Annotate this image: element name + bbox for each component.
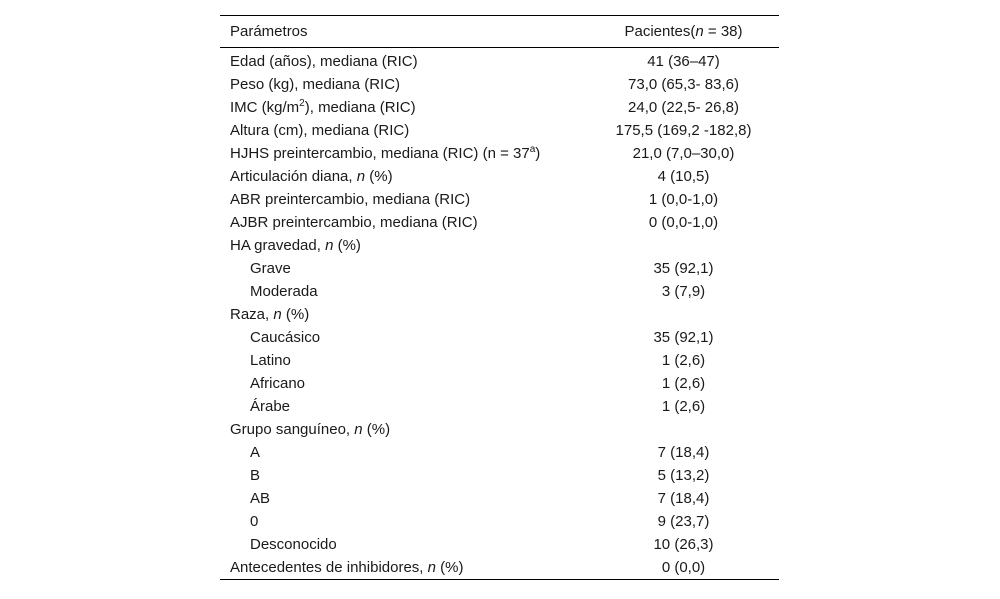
row-label-cero: 0 bbox=[250, 513, 259, 530]
table-row bbox=[220, 395, 779, 418]
header-pacientes-prefix: Pacientes( bbox=[624, 23, 696, 40]
row-label-b: B bbox=[250, 467, 261, 484]
row-label-arabe: Árabe bbox=[250, 398, 291, 415]
inhibidores-label-post: (%) bbox=[435, 559, 464, 576]
row-label-latino: Latino bbox=[250, 352, 291, 369]
row-label-caucasico: Caucásico bbox=[250, 329, 321, 346]
ha-label-n: n bbox=[325, 237, 334, 254]
row-value-grave: 35 (92,1) bbox=[653, 260, 714, 277]
raza-label-post: (%) bbox=[281, 306, 310, 323]
table-row bbox=[220, 234, 779, 257]
hjhs-label-sup: a bbox=[529, 144, 536, 155]
row-value-raza bbox=[560, 303, 779, 326]
header-pacientes-suffix: = 38) bbox=[703, 23, 743, 40]
table-row bbox=[220, 48, 779, 74]
header-pacientes bbox=[560, 16, 779, 48]
row-value-peso: 73,0 (65,3- 83,6) bbox=[628, 76, 739, 93]
row-value-altura: 175,5 (169,2 -182,8) bbox=[615, 122, 752, 139]
table-row bbox=[220, 418, 779, 441]
table-header bbox=[220, 16, 779, 48]
table-row bbox=[220, 372, 779, 395]
row-label-raza bbox=[220, 303, 560, 326]
row-label-desconocido: Desconocido bbox=[250, 536, 337, 553]
table-row bbox=[220, 533, 779, 556]
table-row bbox=[220, 257, 779, 280]
grupo-label-n: n bbox=[354, 421, 363, 438]
row-value-articulacion: 4 (10,5) bbox=[657, 168, 710, 185]
row-value-inhibidores: 0 (0,0) bbox=[661, 559, 706, 576]
table-row bbox=[220, 464, 779, 487]
header-pacientes-n: n bbox=[695, 23, 704, 40]
row-label-imc bbox=[220, 96, 560, 119]
table-row bbox=[220, 303, 779, 326]
imc-label-post: ), mediana (RIC) bbox=[304, 99, 416, 116]
table-row bbox=[220, 73, 779, 96]
row-value-caucasico: 35 (92,1) bbox=[653, 329, 714, 346]
table-row bbox=[220, 165, 779, 188]
row-value-abr: 1 (0,0-1,0) bbox=[648, 191, 719, 208]
table-row bbox=[220, 96, 779, 119]
table-row bbox=[220, 119, 779, 142]
inhibidores-label-pre: Antecedentes de inhibidores, bbox=[230, 559, 428, 576]
row-label-africano: Africano bbox=[250, 375, 306, 392]
row-label-moderada: Moderada bbox=[250, 283, 318, 300]
ha-label-pre: HA gravedad, bbox=[230, 237, 326, 254]
row-label-ajbr: AJBR preintercambio, mediana (RIC) bbox=[230, 214, 478, 231]
articulacion-label-post: (%) bbox=[365, 168, 393, 185]
row-value-a: 7 (18,4) bbox=[657, 444, 710, 461]
table-row bbox=[220, 487, 779, 510]
row-value-hjhs: 21,0 (7,0–30,0) bbox=[632, 145, 735, 162]
row-value-latino: 1 (2,6) bbox=[661, 352, 706, 369]
ha-label-post: (%) bbox=[333, 237, 361, 254]
row-value-grupo bbox=[560, 418, 779, 441]
table-body bbox=[220, 48, 779, 580]
table-row bbox=[220, 280, 779, 303]
row-value-desconocido: 10 (26,3) bbox=[653, 536, 714, 553]
table-row bbox=[220, 441, 779, 464]
row-label-ab: AB bbox=[250, 490, 271, 507]
row-value-imc: 24,0 (22,5- 26,8) bbox=[628, 99, 739, 116]
row-label-edad: Edad (años), mediana (RIC) bbox=[230, 53, 418, 70]
imc-label-pre: IMC (kg/m bbox=[230, 99, 300, 116]
imc-label-sup: 2 bbox=[299, 98, 305, 109]
row-label-altura: Altura (cm), mediana (RIC) bbox=[230, 122, 410, 139]
row-value-ajbr: 0 (0,0-1,0) bbox=[648, 214, 719, 231]
row-label-articulacion bbox=[220, 165, 560, 188]
grupo-label-post: (%) bbox=[362, 421, 391, 438]
table-row bbox=[220, 556, 779, 580]
table-row bbox=[220, 188, 779, 211]
row-label-peso: Peso (kg), mediana (RIC) bbox=[230, 76, 401, 93]
row-value-b: 5 (13,2) bbox=[657, 467, 710, 484]
hjhs-label-pre: HJHS preintercambio, mediana (RIC) (n = 37 bbox=[230, 145, 530, 162]
row-label-grupo bbox=[220, 418, 560, 441]
table-row bbox=[220, 326, 779, 349]
table-row bbox=[220, 349, 779, 372]
articulacion-label-pre: Articulación diana, bbox=[230, 168, 357, 185]
hjhs-label-post: ) bbox=[535, 145, 541, 162]
table-row bbox=[220, 142, 779, 165]
row-label-hjhs bbox=[220, 142, 560, 165]
row-label-ha bbox=[220, 234, 560, 257]
patient-characteristics-table bbox=[220, 15, 779, 580]
row-value-africano: 1 (2,6) bbox=[661, 375, 706, 392]
raza-label-n: n bbox=[273, 306, 282, 323]
header-row bbox=[220, 16, 779, 48]
row-value-arabe: 1 (2,6) bbox=[661, 398, 706, 415]
inhibidores-label-n: n bbox=[427, 559, 436, 576]
row-label-a: A bbox=[250, 444, 261, 461]
row-value-moderada: 3 (7,9) bbox=[661, 283, 706, 300]
articulacion-label-n: n bbox=[356, 168, 366, 185]
row-label-grave: Grave bbox=[250, 260, 291, 277]
table-row bbox=[220, 211, 779, 234]
row-value-edad: 41 (36–47) bbox=[647, 53, 720, 70]
row-value-ab: 7 (18,4) bbox=[657, 490, 710, 507]
raza-label-pre: Raza, bbox=[230, 306, 274, 323]
grupo-label-pre: Grupo sanguíneo, bbox=[230, 421, 355, 438]
row-label-abr: ABR preintercambio, mediana (RIC) bbox=[230, 191, 471, 208]
header-parametros: Parámetros bbox=[230, 23, 308, 40]
row-label-inhibidores bbox=[220, 556, 560, 580]
table-row bbox=[220, 510, 779, 533]
row-value-cero: 9 (23,7) bbox=[657, 513, 710, 530]
row-value-ha bbox=[560, 234, 779, 257]
patient-characteristics-table-wrapper bbox=[220, 15, 779, 580]
